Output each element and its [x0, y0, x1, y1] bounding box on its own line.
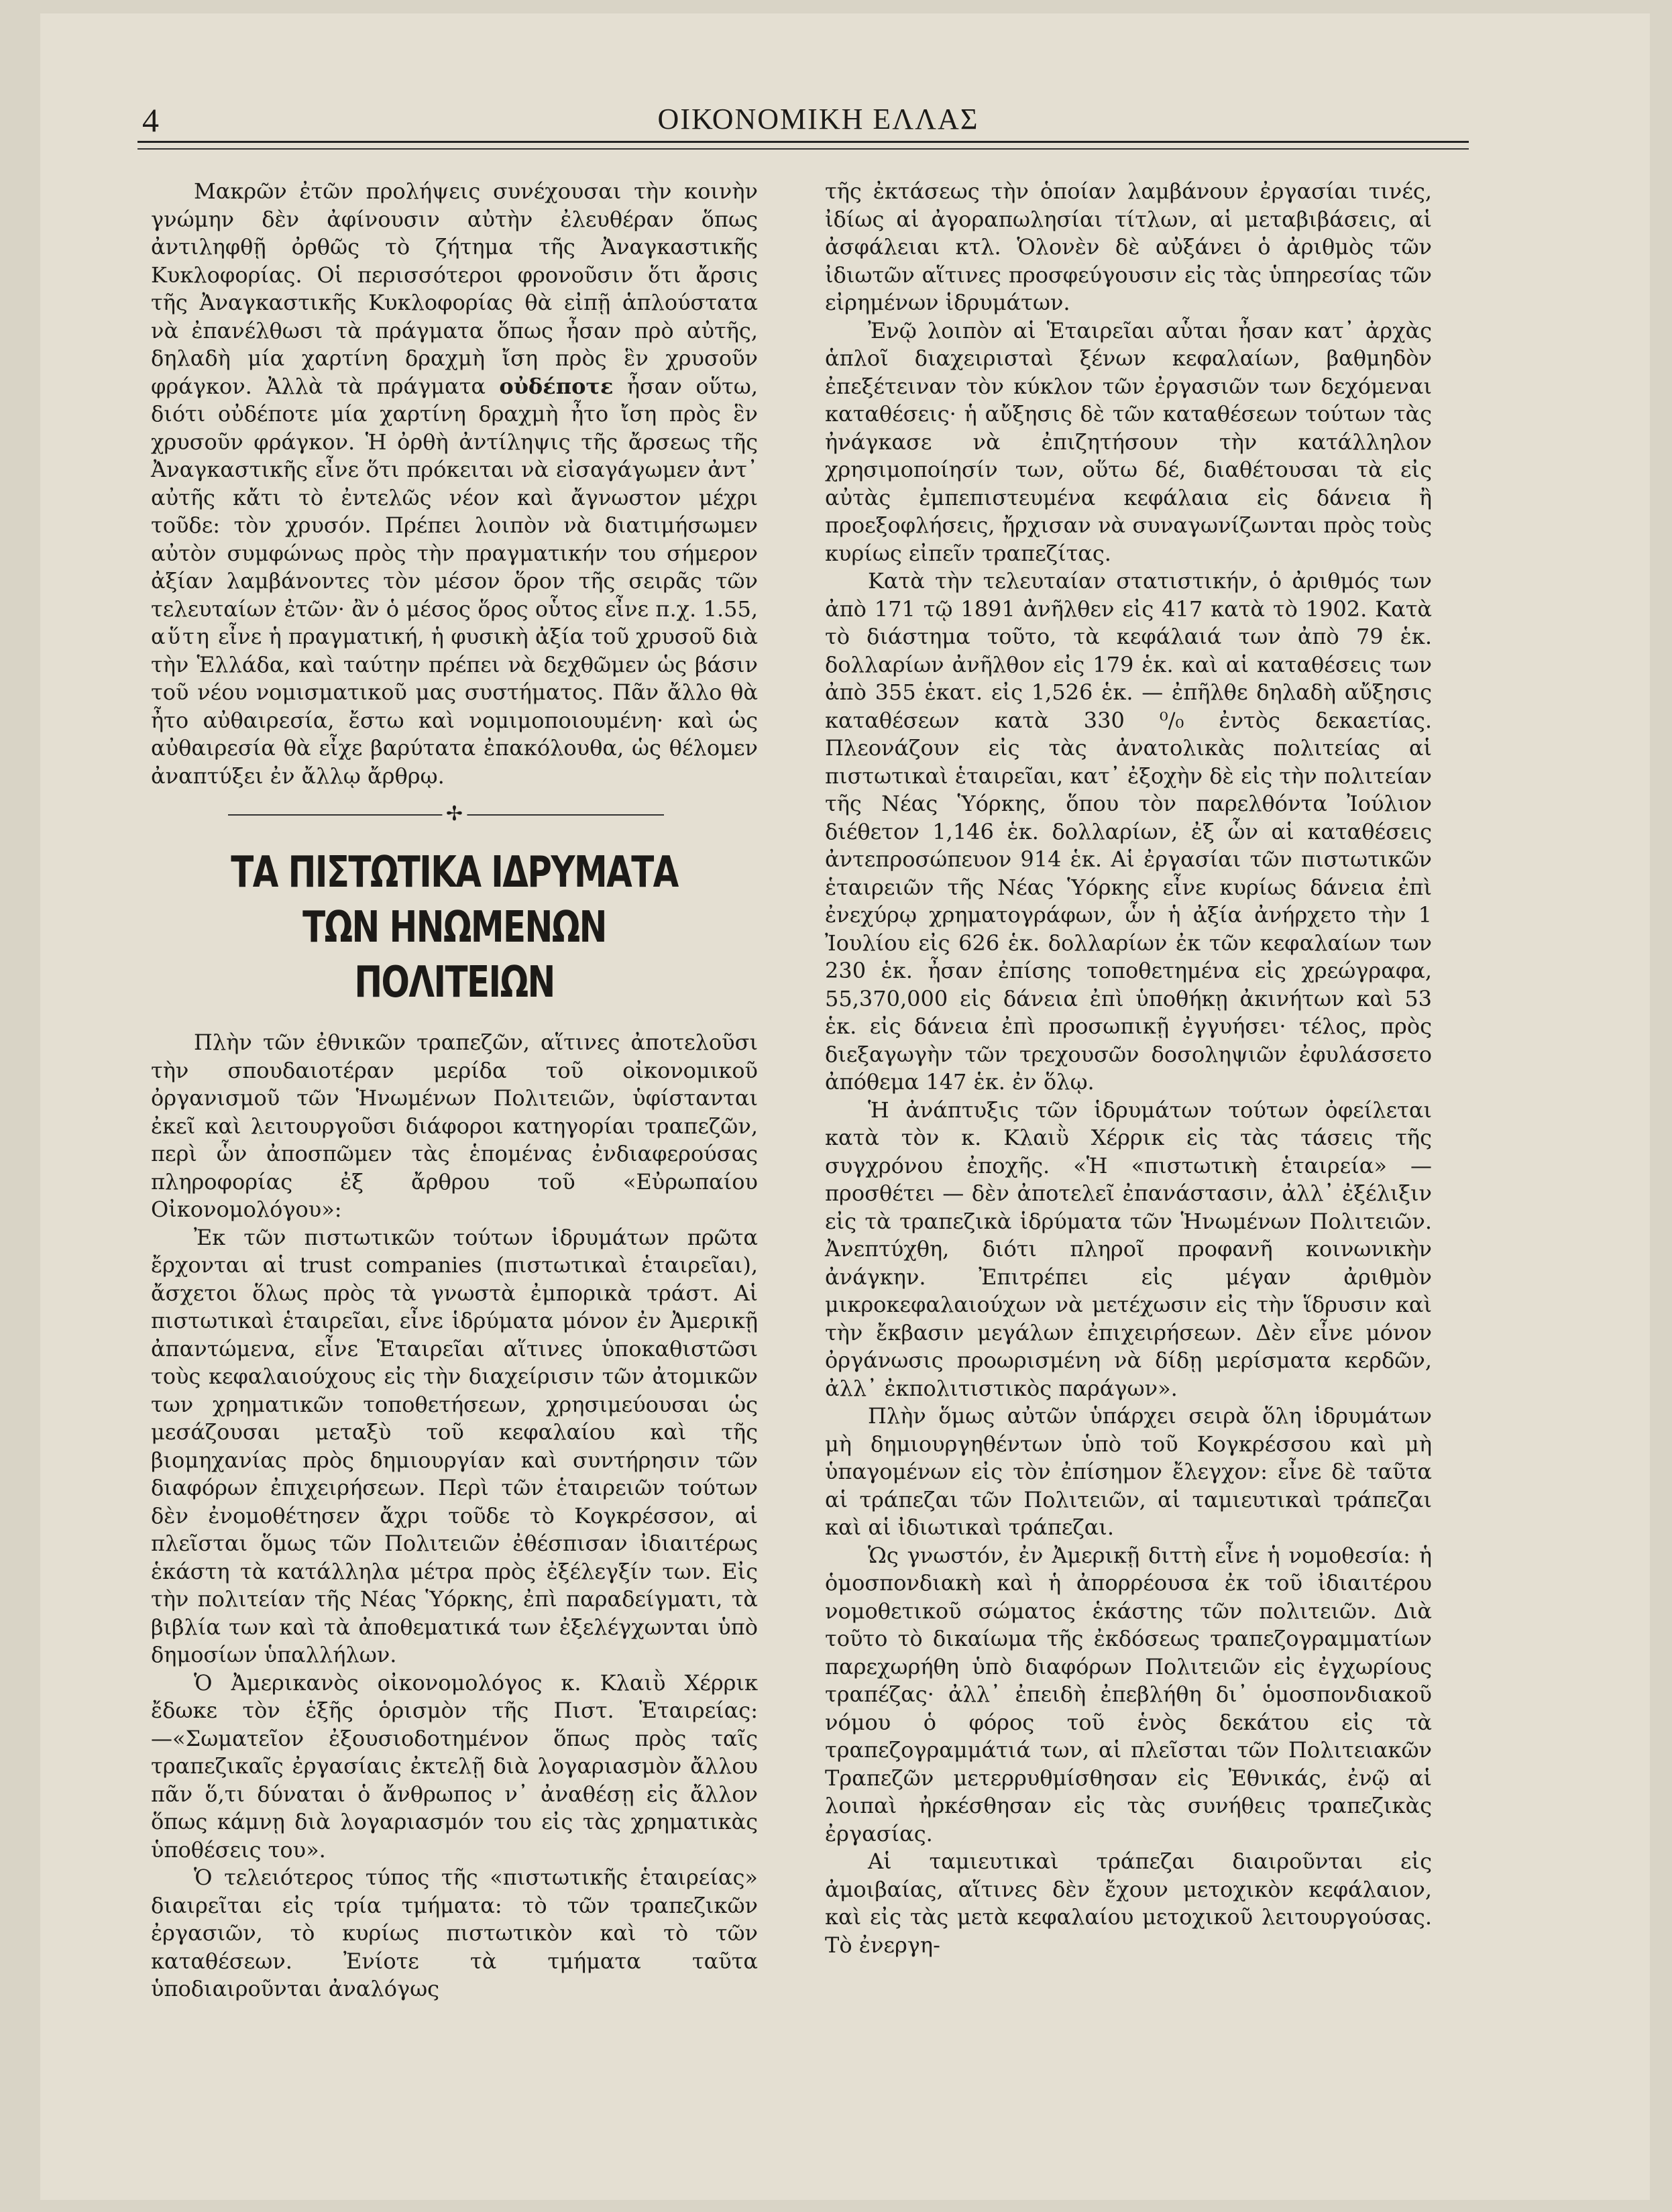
running-head: ΟΙΚΟΝΟΜΙΚΗ ΕΛΛΑΣ — [657, 103, 979, 135]
paragraph: Ὁ Ἀμερικανὸς οἰκονομολόγος κ. Κλαιῢ Χέρρικ ἔδωκε τὸν ἑξῆς ὁρισμὸν τῆς Πιστ. Ἑταιρείας: —«Σωματεῖον ἐξουσιοδοτημένον ὅπως πρὸς ταῖς τραπεζικαῖς ἐργασίαις ἐκτελῇ διὰ λογαριασμὸν ἄλλου πᾶν ὅ,τι δύναται ὁ ἄνθρωπος ν᾽ ἀναθέσῃ εἰς ἄλλον ὅπως κάμνῃ διὰ λογαριασμόν του εἰς τὰς χρηματικὰς ὑποθέσεις του». — [151, 1669, 758, 1863]
paragraph: Ὁ τελειότερος τύπος τῆς «πιστωτικῆς ἑταιρείας» διαιρεῖται εἰς τρία τμήματα: τὸ τῶν τραπεζικῶν ἐργασιῶν, τὸ κυρίως πιστωτικὸν καὶ τὸ τῶν καταθέσεων. Ἐνίοτε τὰ τμήματα ταῦτα ὑποδιαιροῦνται ἀναλόγως — [151, 1865, 758, 2001]
paragraph: Ἐκ τῶν πιστωτικῶν τούτων ἱδρυμάτων πρῶτα ἔρχονται αἱ trust companies (πιστωτικαὶ ἑταιρεῖαι), ἄσχετοι ὅλως πρὸς τὰ γνωστὰ ἐμπορικὰ τράστ. Αἱ πιστωτικαὶ ἑταιρεῖαι, εἶνε ἱδρύματα μόνον ἐν Ἀμερικῇ ἀπαντώμενα, εἶνε Ἑταιρεῖαι αἵτινες ὑποκαθιστῶσι τοὺς κεφαλαιούχους εἰς τὴν διαχείρισιν τῶν ἀτομικῶν των χρηματικῶν τοποθετήσεων, χρησιμεύουσαι ὡς μεσάζουσαι μεταξὺ τοῦ κεφαλαίου καὶ τῆς βιομηχανίας πρὸς δημιουργίαν καὶ συντήρησιν τῶν διαφόρων ἐπιχειρήσεων. Περὶ τῶν ἑταιρειῶν τούτων δὲν ἐνομοθέτησεν ἄχρι τοῦδε τὸ Κογκρέσσον, αἱ πλεῖσται ὅμως τῶν Πολιτειῶν ἐθέσπισαν ἰδιαιτέρως ἑκάστη τὰ κατάλληλα μέτρα πρὸς ἐξέλεγξίν των. Εἰς τὴν πολιτείαν τῆς Νέας Ὑόρκης, ἐπὶ παραδείγματι, τὰ βιβλία των καὶ τὰ ἀποθεματικά των ἐξελέγχωνται ὑπὸ δημοσίων ὑπαλλήλων. — [151, 1224, 758, 1667]
page-number: 4 — [142, 101, 159, 139]
paragraph: Κατὰ τὴν τελευταίαν στατιστικήν, ὁ ἀριθμός των ἀπὸ 171 τῷ 1891 ἀνῆλθεν εἰς 417 κατὰ τὸ 1902. Κατὰ τὸ διάστημα τοῦτο, τὰ κεφάλαιά των ἀπὸ 79 ἑκ. δολλαρίων ἀνῆλθον εἰς 179 ἑκ. καὶ αἱ καταθέσεις των ἀπὸ 355 ἑκατ. εἰς 1,526 ἑκ. — ἐπῆλθε δηλαδὴ αὔξησις καταθέσεων κατὰ 330 ⁰/₀ ἐντὸς δεκαετίας. Πλεονάζουν εἰς τὰς ἀνατολικὰς πολιτείας αἱ πιστωτικαὶ ἑταιρεῖαι, κατ᾽ ἐξοχὴν δὲ εἰς τὴν πολιτείαν τῆς Νέας Ὑόρκης, ὅπου τὸν παρελθόντα Ἰούλιον διέθετον 1,146 ἑκ. δολλαρίων, ἐξ ὧν αἱ καταθέσεις ἀντεπροσώπευον 914 ἑκ. Αἱ ἐργασίαι τῶν πιστωτικῶν ἑταιρειῶν τῆς Νέας Ὑόρκης εἶνε κυρίως δάνεια ἐπὶ ἐνεχύρῳ χρηματογράφων, ὧν ἡ ἀξία ἀνήρχετο τὴν 1 Ἰουλίου εἰς 626 ἑκ. δολλαρίων ἐκ τῶν κεφαλαίων των 230 ἑκ. ἦσαν ἐπίσης τοποθετημένα εἰς χρεώγραφα, 55,370,000 εἰς δάνεια ἐπὶ ὑποθήκῃ ἀκινήτων καὶ 53 ἑκ. εἰς δάνεια ἐπὶ προσωπικῇ ἐγγυήσει· τέλος, πρὸς διεξαγωγὴν τῶν τρεχουσῶν δοσοληψιῶν ἐφυλάσσετο ἀπόθεμα 147 ἑκ. ἐν ὅλῳ. — [825, 568, 1432, 1095]
paragraph: Ἐνῷ λοιπὸν αἱ Ἑταιρεῖαι αὗται ἦσαν κατ᾽ ἀρχὰς ἁπλοῖ διαχειρισταὶ ξένων κεφαλαίων, βαθμηδὸν ἐπεξέτειναν τὸν κύκλον τῶν ἐργασιῶν των δεχόμεναι καταθέσεις· ἡ αὔξησις δὲ τῶν καταθέσεων τούτων τὰς ἠνάγκασε νὰ ἐπιζητήσουν τὴν κατάλληλον χρησιμοποίησίν των, οὕτω δέ, διαθέτουσαι τὰ εἰς αὐτὰς ἐμπεπιστευμένα κεφάλαια εἰς δάνεια ἢ προεξοφλήσεις, ἤρχισαν νὰ συναγωνίζωνται πρὸς τοὺς κυρίως εἰπεῖν τραπεζίτας. — [825, 317, 1432, 566]
paragraph — [151, 178, 758, 790]
header-rule-thin — [137, 148, 1469, 150]
paragraph: Αἱ ταμιευτικαὶ τράπεζαι διαιροῦνται εἰς ἀμοιβαίας, αἵτινες δὲν ἔχουν μετοχικὸν κεφάλαιον, καὶ εἰς τὰς μετὰ κεφαλαίου μετοχικοῦ λειτουργούσας. Τὸ ἐνεργη- — [825, 1848, 1432, 1958]
header-rule — [137, 141, 1469, 143]
text-run: ἦσαν οὕτω, διότι οὐδέποτε μία χαρτίνη δραχμὴ ἦτο ἴση πρὸς ἓν χρυσοῦν φράγκον. Ἡ ὀρθὴ ἀντίληψις τῆς ἄρσεως τῆς Ἀναγκαστικῆς εἶνε ὅτι πρόκειται νὰ εἰσαγάγωμεν ἀντ᾽ αὐτῆς κἄτι τὸ ἐντελῶς νέον καὶ ἄγνωστον μέχρι τοῦδε: τὸν χρυσόν. Πρέπει λοιπὸν νὰ διατιμήσωμεν αὐτὸν συμφώνως πρὸς τὴν πραγματικήν του σήμερον ἀξίαν λαμβάνοντες τὸν μέσον ὅρον τῆς σειρᾶς τῶν τελευταίων ἐτῶν· ἂν ὁ μέσος ὅρος οὗτος εἶνε π.χ. 1.55, — [151, 373, 759, 622]
paragraph: Πλὴν ὅμως αὐτῶν ὑπάρχει σειρὰ ὅλη ἱδρυμάτων μὴ δημιουργηθέντων ὑπὸ τοῦ Κογκρέσσου καὶ μὴ ὑπαγομένων εἰς τὸν ἐπίσημον ἔλεγχον: εἶνε δὲ ταῦτα αἱ τράπεζαι τῶν Πολιτειῶν, αἱ ταμιευτικαὶ τράπεζαι καὶ αἱ ἰδιωτικαὶ τράπεζαι. — [825, 1403, 1432, 1540]
section-separator — [151, 798, 758, 838]
emphasis-word: αὕτη — [151, 624, 211, 649]
paragraph: Πλὴν τῶν ἐθνικῶν τραπεζῶν, αἵτινες ἀποτελοῦσι τὴν σπουδαιοτέραν μερίδα τοῦ οἰκονομικοῦ ὀργανισμοῦ τῶν Ἡνωμένων Πολιτειῶν, ὑφίστανται ἐκεῖ καὶ λειτουργοῦσι διάφοροι κατηγορίαι τραπεζῶν, περὶ ὧν ἀποσπῶμεν τὰς ἑπομένας ἐνδιαφερούσας πληροφορίας ἐξ ἄρθρου τοῦ «Εὐρωπαίου Οἰκονομολόγου»: — [151, 1030, 758, 1222]
article-title — [218, 845, 691, 1010]
text-run: εἶνε ἡ πραγματική, ἡ φυσικὴ ἀξία τοῦ χρυσοῦ διὰ τὴν Ἑλλάδα, καὶ ταύτην πρέπει νὰ δεχθῶμεν ὡς βάσιν τοῦ νέου νομισματικοῦ μας συστήματος. Πᾶν ἄλλο θὰ ἦτο αὐθαιρεσία, ἔστω καὶ νομιμοποιουμένη· καὶ ὡς αὐθαιρεσία θὰ εἶχε βαρύτατα ἐπακόλουθα, ὡς θέλομεν ἀναπτύξει ἐν ἄλλῳ ἄρθρῳ. — [151, 624, 758, 789]
separator-ornament: ✢ — [442, 802, 467, 826]
paragraph: τῆς ἐκτάσεως τὴν ὁποίαν λαμβάνουν ἐργασίαι τινές, ἰδίως αἱ ἀγοραπωλησίαι τίτλων, αἱ μεταβιβάσεις, αἱ ἀσφάλειαι κτλ. Ὁλονὲν δὲ αὐξάνει ὁ ἀριθμὸς τῶν ἰδιωτῶν αἵτινες προσφεύγουσιν εἰς τὰς ὑπηρεσίας τῶν εἰρημένων ἱδρυμάτων. — [825, 178, 1432, 315]
right-column — [825, 178, 1432, 1959]
text-run: Μακρῶν ἐτῶν προλήψεις συνέχουσαι τὴν κοινὴν γνώμην δὲν ἀφίνουσιν αὐτὴν ἐλευθέραν ὅπως ἀντιληφθῇ ὀρθῶς τὸ ζήτημα τῆς Ἀναγκαστικῆς Κυκλοφορίας. Οἱ περισσότεροι φρονοῦσιν ὅτι ἄρσις τῆς Ἀναγκαστικῆς Κυκλοφορίας θὰ εἰπῇ ἁπλούστατα νὰ ἐπανέλθωσι τὰ πράγματα ὅπως ἦσαν πρὸ αὐτῆς, δηλαδὴ μία χαρτίνη δραχμὴ ἴση πρὸς ἓν χρυσοῦν φράγκον. Ἀλλὰ τὰ πράγματα — [151, 178, 758, 399]
emphasis-word: οὐδέποτε — [499, 373, 614, 399]
article-title-line: ΤΑ ΠΙΣΤΩΤΙΚΑ ΙΔΡΥΜΑΤΑ — [231, 848, 678, 897]
paragraph: Ἡ ἀνάπτυξις τῶν ἱδρυμάτων τούτων ὀφείλεται κατὰ τὸν κ. Κλαιῢ Χέρρικ εἰς τὰς τάσεις τῆς συγχρόνου ἐποχῆς. «Ἡ «πιστωτικὴ ἑταιρεία» — προσθέτει — δὲν ἀποτελεῖ ἐπανάστασιν, ἀλλ᾽ ἐξέλιξιν εἰς τὰ τραπεζικὰ ἱδρύματα τῶν Ἡνωμένων Πολιτειῶν. Ἀνεπτύχθη, διότι πληροῖ προφανῆ κοινωνικὴν ἀνάγκην. Ἐπιτρέπει εἰς μέγαν ἀριθμὸν μικροκεφαλαιούχων νὰ μετέχωσιν εἰς τὴν ἵδρυσιν καὶ τὴν ἔκβασιν μεγάλων ἐπιχειρήσεων. Δὲν εἶνε μόνον ὀργάνωσις προωρισμένη νὰ δίδῃ μερίσματα κερδῶν, ἀλλ᾽ ἐκπολιτιστικὸς παράγων». — [825, 1097, 1432, 1401]
left-column — [151, 178, 758, 2003]
article-title-line: ΤΩΝ ΗΝΩΜΕΝΩΝ ΠΟΛΙΤΕΙΩΝ — [302, 903, 606, 1007]
paragraph: Ὡς γνωστόν, ἐν Ἀμερικῇ διττὴ εἶνε ἡ νομοθεσία: ἡ ὁμοσπονδιακὴ καὶ ἡ ἀπορρέουσα ἐκ τοῦ ἰδιαιτέρου νομοθετικοῦ σώματος ἑκάστης τῶν πολιτειῶν. Διὰ τοῦτο τὸ δικαίωμα τῆς ἐκδόσεως τραπεζογραμματίων παρεχωρήθη ὑπὸ διαφόρων Πολιτειῶν εἰς ἐγχωρίους τραπέζας· ἀλλ᾽ ἐπειδὴ ἐπεβλήθη δι᾽ ὁμοσπονδιακοῦ νόμου ὁ φόρος τοῦ ἑνὸς δεκάτου εἰς τὰ τραπεζογραμμάτιά των, αἱ πλεῖσται τῶν Πολιτειακῶν Τραπεζῶν μετερρυθμίσθησαν εἰς Ἐθνικάς, ἐνῷ αἱ λοιπαὶ ἠρκέσθησαν εἰς τὰς συνήθεις τραπεζικὰς ἐργασίας. — [825, 1542, 1432, 1846]
